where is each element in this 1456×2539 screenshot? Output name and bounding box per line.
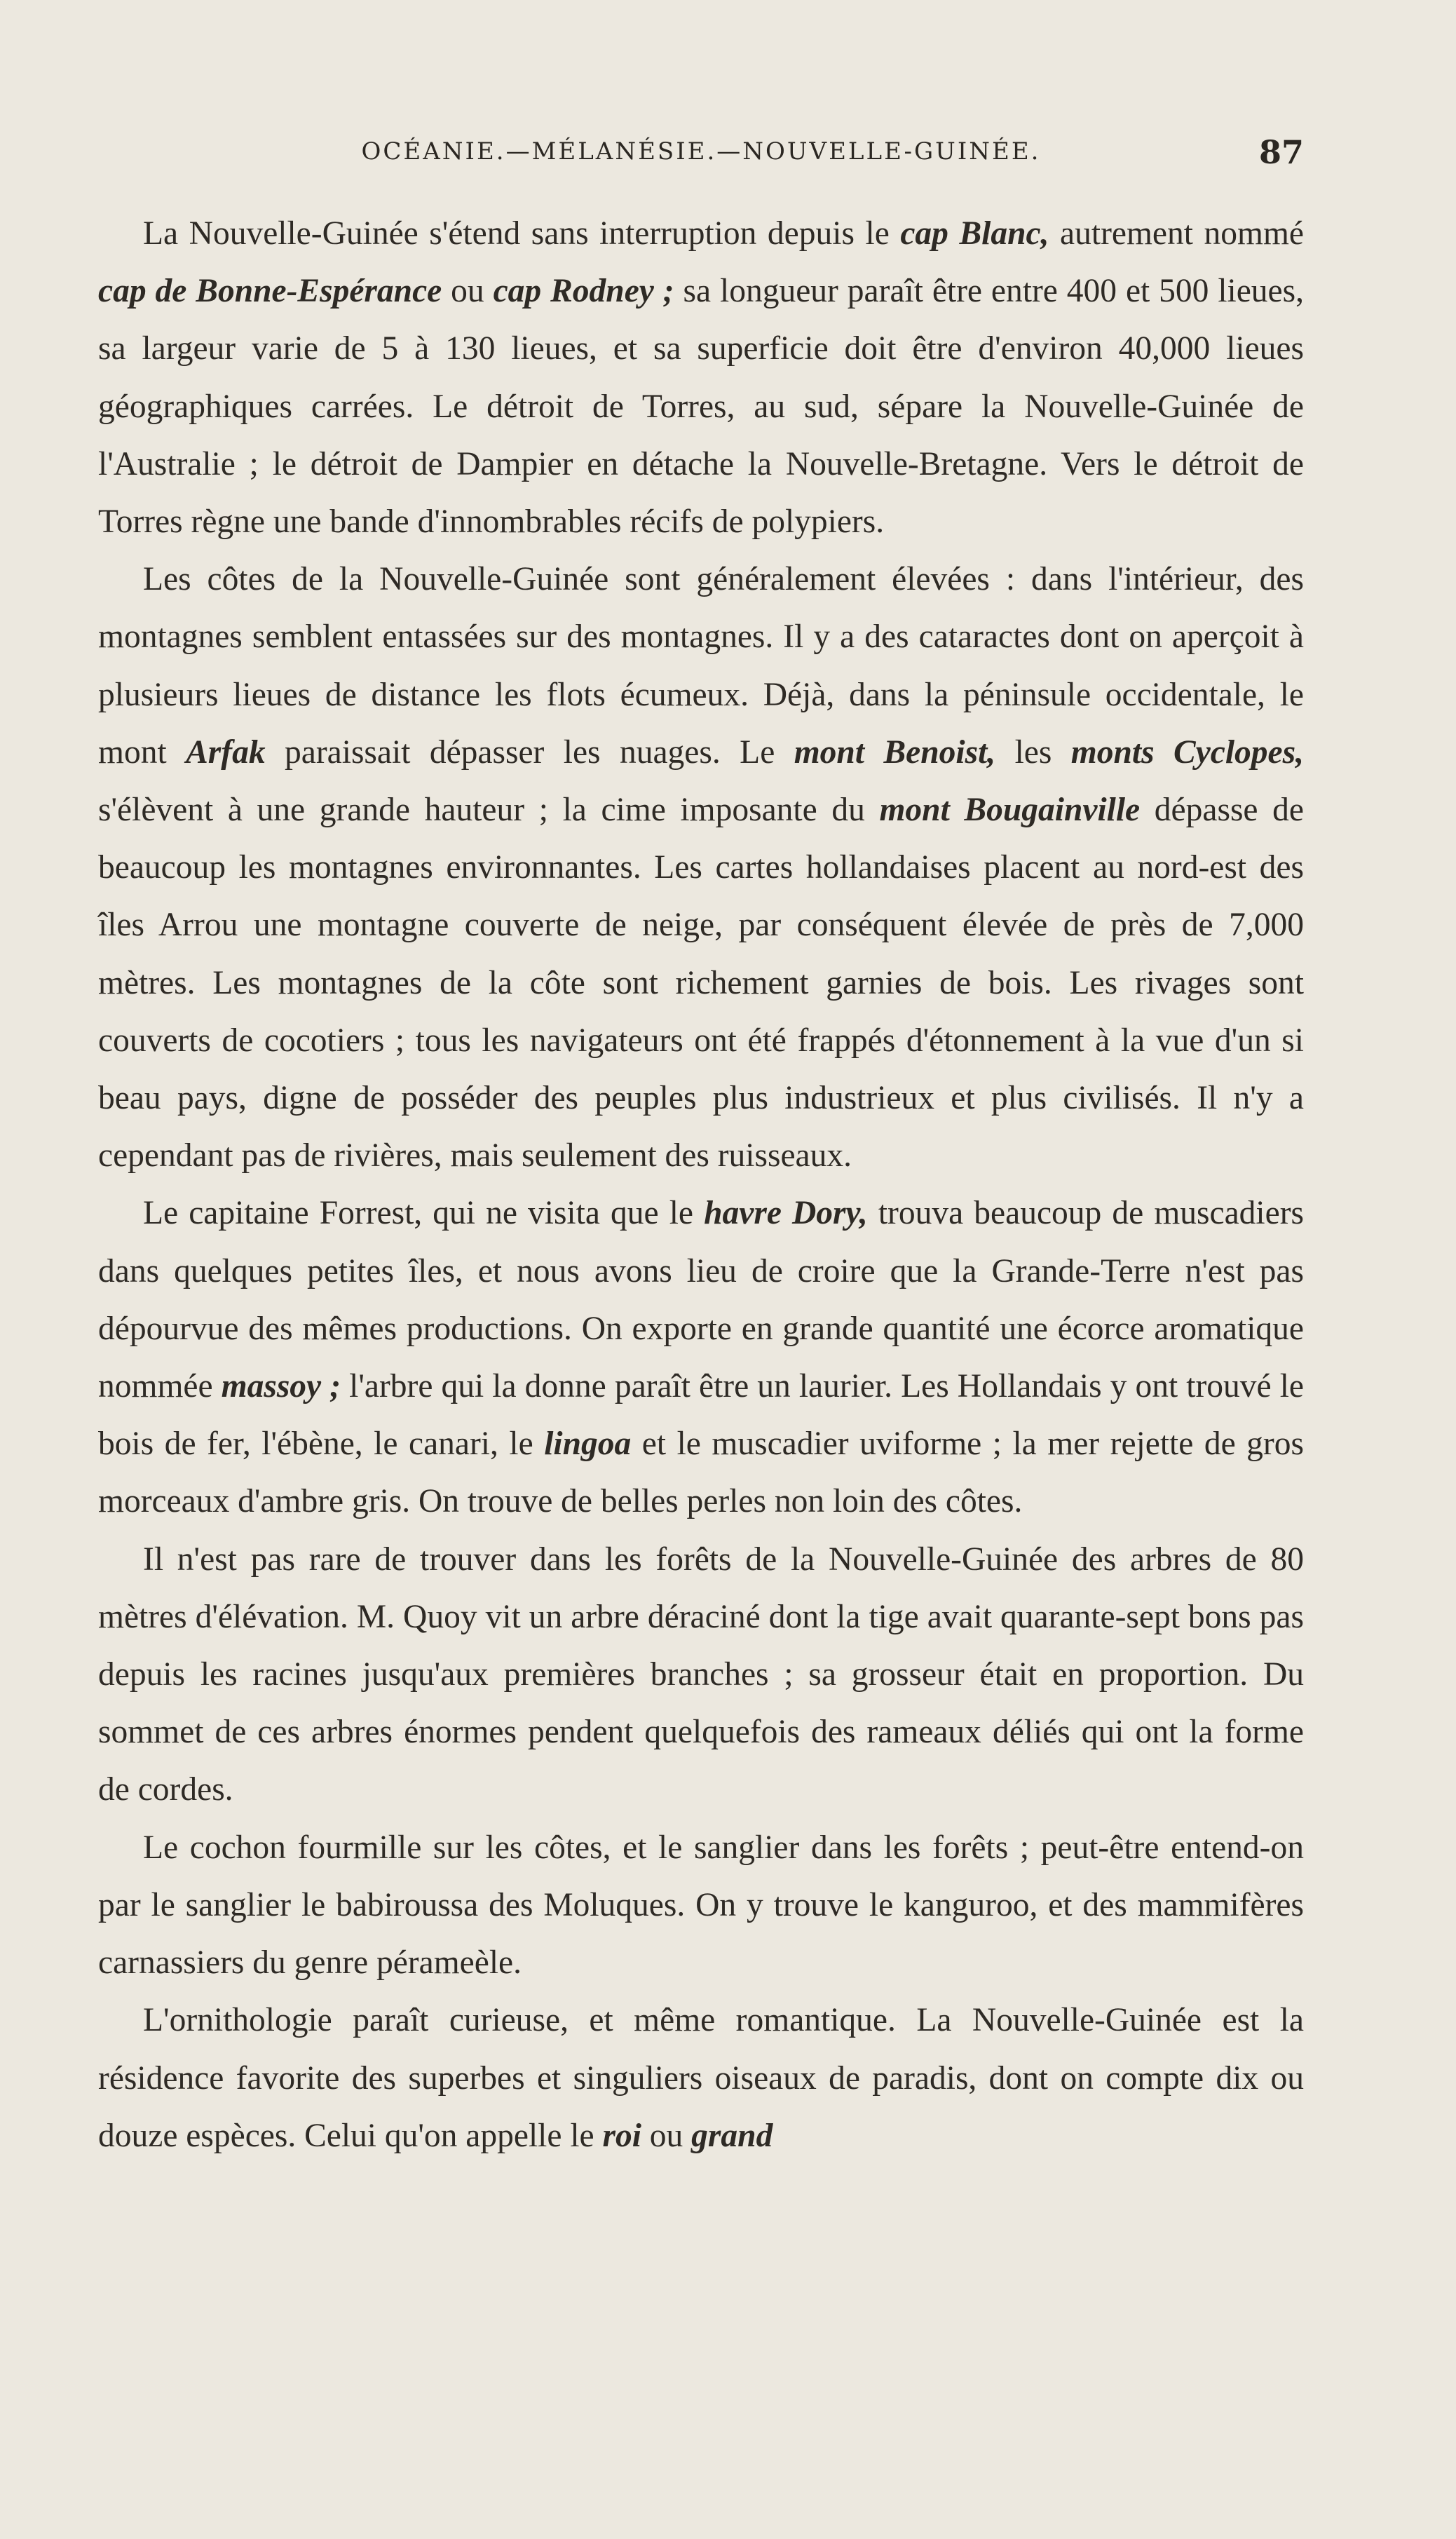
italic-place-name: mont Bougainville [879, 792, 1141, 829]
italic-place-name: mont Benoist, [794, 733, 996, 771]
text-run: s'élèvent à une grande hauteur ; la cime imposante du [98, 792, 880, 829]
italic-place-name: cap de Bonne-Espérance [98, 273, 442, 310]
body-text [98, 205, 1304, 2165]
italic-place-name: monts Cyclopes, [1070, 733, 1304, 771]
text-run: paraissait dépasser les nuages. Le [265, 733, 794, 771]
paragraph-ornithology [98, 1991, 1304, 2165]
text-run: La Nouvelle-Guinée s'étend sans interruption depuis le [143, 215, 901, 252]
italic-term: massoy ; [221, 1368, 341, 1405]
text-run: ou [641, 2117, 692, 2154]
page-number: 87 [1258, 133, 1304, 171]
text-run: Le cochon fourmille sur les côtes, et le sanglier dans les forêts ; peut-être entend-on par le sanglier le babiroussa des Moluques. On y trouve le kanguroo, et des mammifères carnassiers du genre pérameèle. [98, 1829, 1304, 1982]
text-run: dépasse de beaucoup les montagnes environnantes. Les cartes hollandaises placent au nord-est des îles Arrou une montagne couverte de neige, par conséquent élevée de près de 7,000 mètres. Les montagnes de la côte sont richement garnies de bois. Les rivages sont couverts de cocotiers ; tous les navigateurs ont été frappés d'étonnement à la vue d'un si beau pays, digne de posséder des peuples plus industrieux et plus civilisés. Il n'y a cependant pas de rivières, mais seulement des ruisseaux. [98, 792, 1304, 1174]
italic-term: lingoa [544, 1426, 632, 1463]
italic-term: grand [691, 2117, 773, 2154]
text-run: autrement nommé [1049, 215, 1304, 252]
paragraph-geography [98, 205, 1304, 550]
text-run: l'arbre qui la donne paraît être un laurier. Les Hollandais y ont trouvé le bois de fer, l'ébène, le canari, le [98, 1368, 1304, 1463]
italic-place-name: cap Rodney ; [493, 273, 674, 310]
text-run: L'ornithologie paraît curieuse, et même romantique. La Nouvelle-Guinée est la résidence favorite des superbes et singuliers oiseaux de paradis, dont on compte dix ou douze espèces. Celui qu'on appelle le [98, 2002, 1304, 2154]
paragraph-fauna [98, 1819, 1304, 1992]
paragraph-vegetation [98, 1184, 1304, 1530]
paragraph-forests [98, 1531, 1304, 1819]
running-head [98, 133, 1304, 180]
text-run: ou [442, 273, 494, 310]
paragraph-relief [98, 550, 1304, 1184]
text-run: trouva beaucoup de muscadiers dans quelques petites îles, et nous avons lieu de croire que la Grande-Terre n'est pas dépourvue des mêmes productions. On exporte en grande quantité une écorce aromatique nommée [98, 1195, 1304, 1405]
text-run: Il n'est pas rare de trouver dans les forêts de la Nouvelle-Guinée des arbres de 80 mètres d'élévation. M. Quoy vit un arbre déraciné dont la tige avait quarante-sept bons pas depuis les racines jusqu'aux premières branches ; sa grosseur était en proportion. Du sommet de ces arbres énormes pendent quelquefois des rameaux déliés qui ont la forme de cordes. [98, 1541, 1304, 1808]
text-run: et le muscadier uviforme ; la mer rejette de gros morceaux d'ambre gris. On trouve de belles perles non loin des côtes. [98, 1426, 1304, 1520]
text-run: Le capitaine Forrest, qui ne visita que le [143, 1195, 705, 1232]
italic-place-name: Arfak [186, 733, 266, 771]
text-run: sa longueur paraît être entre 400 et 500 lieues, sa largeur varie de 5 à 130 lieues, et sa superficie doit être d'environ 40,000 lieues géographiques carrées. Le détroit de Torres, au sud, sépare la Nouvelle-Guinée de l'Australie ; le détroit de Dampier en détache la Nouvelle-Bretagne. Vers le détroit de Torres règne une bande d'innombrables récifs de polypiers. [98, 273, 1305, 541]
italic-place-name: cap Blanc, [900, 215, 1049, 252]
running-title: OCÉANIE.—MÉLANÉSIE.—NOUVELLE-GUINÉE. [361, 137, 1041, 165]
italic-term: havre Dory, [704, 1195, 868, 1232]
text-run: Les côtes de la Nouvelle-Guinée sont généralement élevées : dans l'intérieur, des montagnes semblent entassées sur des montagnes. Il y a des cataractes dont on aperçoit à plusieurs lieues de distance les flots écumeux. Déjà, dans la péninsule occidentale, le mont [98, 561, 1304, 771]
italic-term: roi [602, 2117, 641, 2154]
text-run: les [995, 733, 1071, 771]
